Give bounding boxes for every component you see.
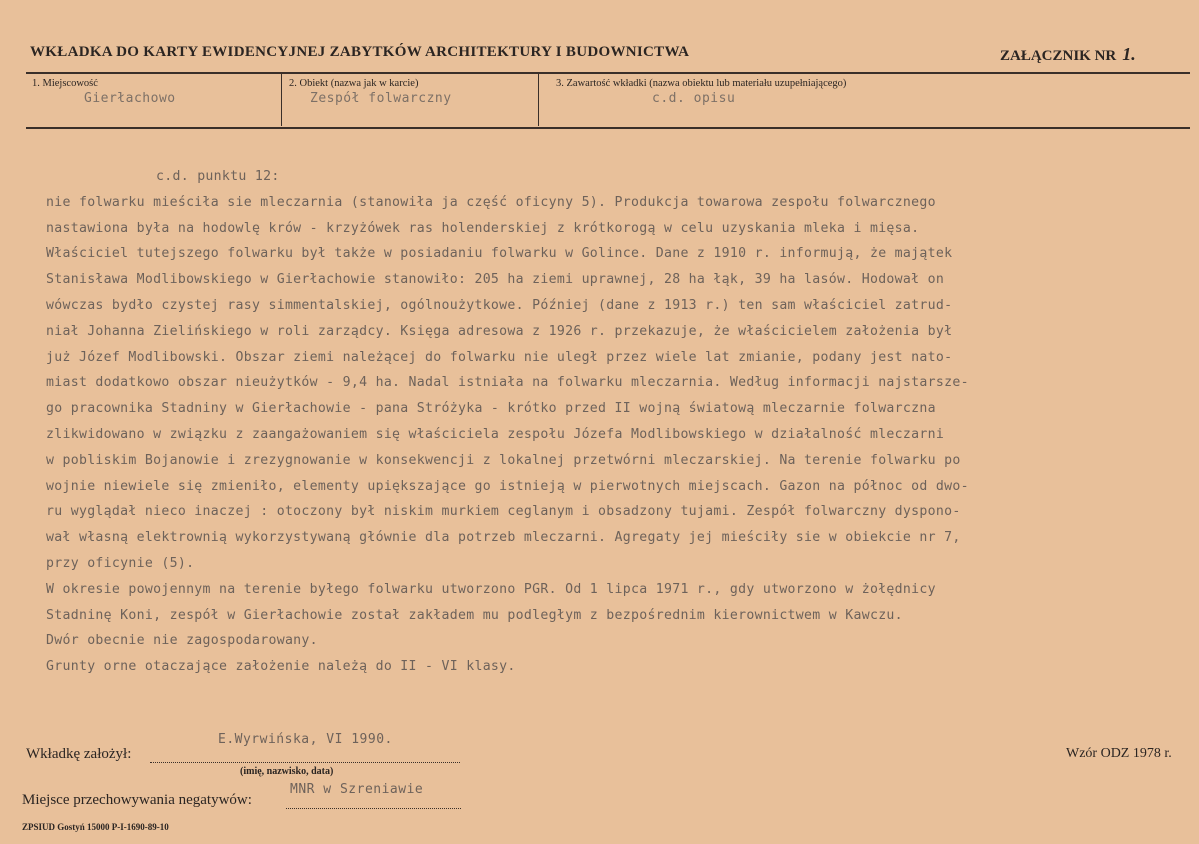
text-line: Dwór obecnie nie zagospodarowany. — [46, 633, 318, 649]
text-line: nastawiona była na hodowlę krów - krzyżówek ras holenderskiej z krótkorogą w celu uzyskania mleka i mięsa. — [46, 220, 920, 236]
form-model-label: Wzór ODZ 1978 r. — [1066, 746, 1172, 761]
locality-value: Gierłachowo — [84, 91, 176, 106]
text-line: wówczas bydło czystej rasy simmentalskiej, ogólnoużytkowe. Później (dane z 1913 r.) ten sam właściciel zatrud- — [46, 297, 953, 313]
sheet-title: WKŁADKA DO KARTY EWIDENCYJNEJ ZABYTKÓW ARCHITEKTURY I BUDOWNICTWA — [30, 44, 690, 60]
printer-imprint: ZPSIUD Gostyń 15000 P-I-1690-89-10 — [22, 822, 169, 832]
text-line: przy oficynie (5). — [46, 555, 195, 571]
locality-label: 1. Miejscowość — [32, 78, 98, 89]
column-divider-2 — [538, 74, 539, 126]
text-line: c.d. punktu 12: — [156, 169, 280, 184]
text-line: Stanisława Modlibowskiego w Gierłachowie stanowiło: 205 ha ziemi uprawnej, 28 ha łąk, 39 ha lasów. Hodował on — [46, 272, 945, 288]
text-line: go pracownika Stadniny w Gierłachowie - pana Stróżyka - krótko przed II wojną światową mleczarnie folwarczna — [46, 401, 936, 417]
text-line: W okresie powojennym na terenie byłego folwarku utworzono PGR. Od 1 lipca 1971 r., gdy utworzono w żołędnicy — [46, 581, 936, 597]
text-line: w pobliskim Bojanowie i zrezygnowanie w konsekwencji z lokalnej przetwórni mleczarskiej. Na terenie folwarku po — [46, 452, 961, 468]
text-line: Stadninę Koni, zespół w Gierłachowie został zakładem mu podległym z bezpośrednim kierownictwem w Kawczu. — [46, 607, 903, 623]
author-label: Wkładkę założył: — [26, 746, 132, 762]
description-text — [46, 164, 1186, 680]
content-value: c.d. opisu — [652, 91, 736, 106]
text-line: wał własną elektrownią wykorzystywaną głównie dla potrzeb mleczarni. Agregaty jej mieściły sie w obiekcie nr 7, — [46, 530, 961, 546]
object-value: Zespół folwarczny — [310, 91, 452, 106]
text-line: nie folwarku mieściła sie mleczarnia (stanowiła ja część oficyny 5). Produkcja towarowa zespołu folwarcznego — [46, 194, 936, 210]
text-line: Właściciel tutejszego folwarku był także w posiadaniu folwarku w Golince. Dane z 1910 r. informują, że majątek — [46, 246, 953, 262]
text-line: wojnie niewiele się zmieniło, elementy upiększające go istnieją w pierwotnych miejscach. Gazon na północ od dwo- — [46, 478, 969, 494]
top-rule — [26, 72, 1190, 74]
text-line: miast dodatkowo obszar nieużytków - 9,4 ha. Nadal istniała na folwarku mleczarnia. Według informacji najstarsze- — [46, 375, 969, 391]
object-label: 2. Obiekt (nazwa jak w karcie) — [289, 78, 419, 89]
text-line: zlikwidowano w związku z zaangażowaniem się właściciela zespołu Józefa Modlibowskiego w działalność mleczarni — [46, 426, 945, 442]
author-hint: (imię, nazwisko, data) — [240, 766, 334, 777]
annex-label: ZAŁĄCZNIK NR — [1000, 48, 1117, 64]
text-line: już Józef Modlibowski. Obszar ziemi należącej do folwarku nie uległ przez wiele lat zmianie, podany jest nato- — [46, 349, 953, 365]
column-divider-1 — [281, 74, 282, 126]
author-value: E.Wyrwińska, VI 1990. — [218, 732, 393, 747]
storage-value: MNR w Szreniawie — [290, 782, 424, 797]
text-line: ru wyglądał nieco inaczej : otoczony był niskim murkiem ceglanym i obsadzony tujami. Zespół folwarczny dyspono- — [46, 504, 961, 520]
fields-bottom-rule — [26, 127, 1190, 129]
storage-label: Miejsce przechowywania negatywów: — [22, 792, 252, 808]
author-dotted-line — [150, 762, 460, 763]
annex-number: 1. — [1122, 44, 1136, 64]
annex-label-group — [1000, 44, 1136, 65]
text-line: Grunty orne otaczające założenie należą do II - VI klasy. — [46, 659, 516, 675]
content-label: 3. Zawartość wkładki (nazwa obiektu lub materiału uzupełniającego) — [556, 78, 847, 89]
text-line: niał Johanna Zielińskiego w roli zarządcy. Księga adresowa z 1926 r. przekazuje, że właścicielem założenia był — [46, 323, 953, 339]
storage-dotted-line — [286, 808, 461, 809]
